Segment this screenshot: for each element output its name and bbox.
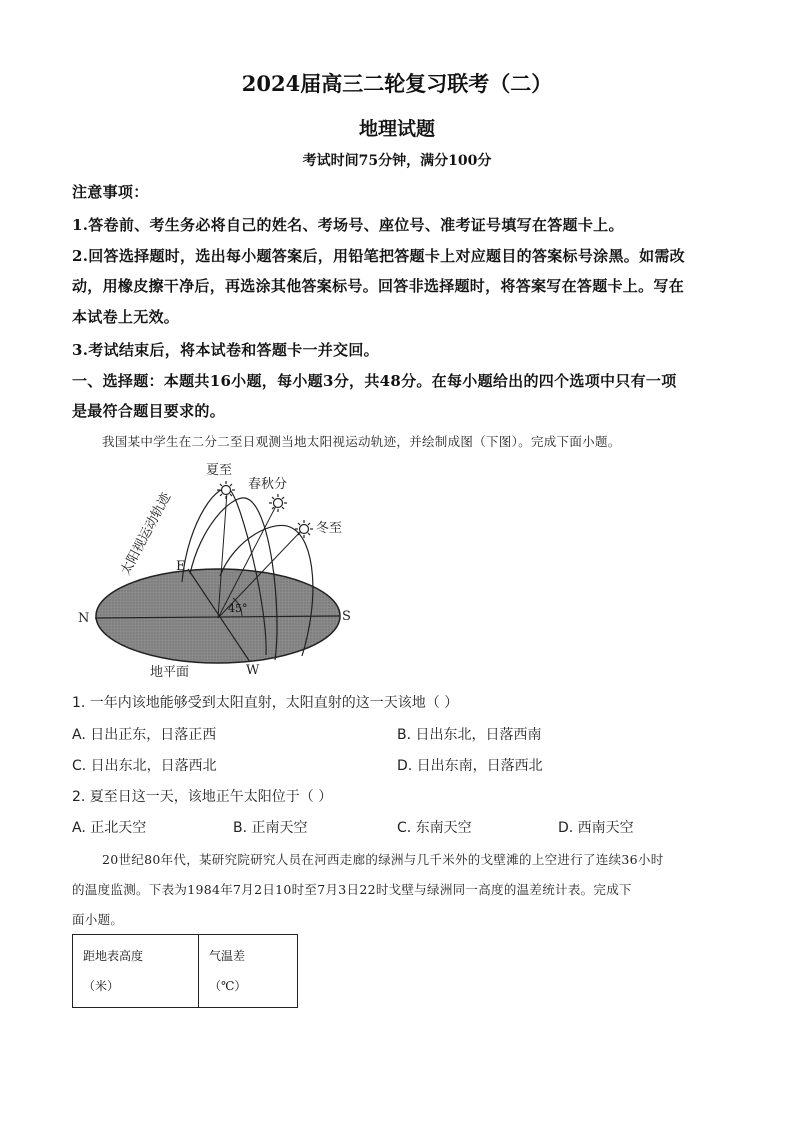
table-header-temp-diff xyxy=(199,935,298,1008)
label-equinox: 春秋分 xyxy=(248,477,288,492)
notice-item-2-line-3: 本试卷上无效。 xyxy=(72,308,180,326)
q2-option-a: A. 正北天空 xyxy=(72,820,147,836)
label-west: W xyxy=(246,663,260,678)
section-heading-line-1: 一、选择题：本题共16小题，每小题3分，共48分。在每小题给出的四个选项中只有一项 xyxy=(72,372,677,390)
question-2-stem: 2. 夏至日这一天，该地正午太阳位于（ ） xyxy=(72,789,333,805)
notice-heading: 注意事项： xyxy=(72,183,149,201)
section-heading-line-2: 是最符合题目要求的。 xyxy=(72,402,226,420)
q1-option-d: D. 日出东南，日落西北 xyxy=(397,758,543,774)
q1-option-a: A. 日出正东，日落正西 xyxy=(72,727,217,743)
notice-item-2-line-2: 动，用橡皮擦干净后，再选涂其他答案标号。回答非选择题时，将答案写在答题卡上。写在 xyxy=(72,277,685,295)
q2-option-d: D. 西南天空 xyxy=(558,820,634,836)
table-row xyxy=(73,935,298,1008)
label-winter: 冬至 xyxy=(316,521,343,536)
notice-item-3: 3.考试结束后，将本试卷和答题卡一并交回。 xyxy=(72,341,379,359)
label-summer: 夏至 xyxy=(206,463,233,478)
question-intro-2-line-2: 的温度监测。下表为1984年7月2日10时至7月3日22时戈壁与绿洲同一高度的温差统计表。完成下 xyxy=(72,882,632,897)
subject-title: 地理试题 xyxy=(358,118,435,140)
q2-option-b: B. 正南天空 xyxy=(233,820,308,836)
sun-icon-summer xyxy=(217,481,235,499)
notice-item-1: 1.答卷前、考生务必将自己的姓名、考场号、座位号、准考证号填写在答题卡上。 xyxy=(72,216,624,234)
q1-option-b: B. 日出东北，日落西南 xyxy=(397,727,542,743)
label-east: E xyxy=(176,559,186,574)
label-north: N xyxy=(78,611,90,626)
header-height-label: 距地表高度 xyxy=(83,949,144,963)
sun-icon-winter xyxy=(295,520,313,538)
question-intro-1: 我国某中学生在二分二至日观测当地太阳视运动轨迹，并绘制成图（下图）。完成下面小题。 xyxy=(102,434,621,449)
label-angle: 45° xyxy=(228,602,248,615)
time-info: 考试时间75分钟，满分100分 xyxy=(302,153,492,169)
sun-path-figure xyxy=(70,458,390,683)
notice-item-2-line-1: 2.回答选择题时，选出每小题答案后，用铅笔把答题卡上对应题目的答案标号涂黑。如需改 xyxy=(72,247,685,265)
label-horizon: 地平面 xyxy=(150,665,190,680)
header-temp-label: 气温差 xyxy=(209,949,246,963)
sun-icon-equinox xyxy=(269,494,287,512)
label-sun-path: 太阳视运动轨迹 xyxy=(118,490,175,578)
label-south: S xyxy=(342,609,351,624)
table-header-height xyxy=(73,935,199,1008)
question-intro-2-line-1: 20世纪80年代，某研究院研究人员在河西走廊的绿洲与几千米外的戈壁滩的上空进行了连续36小时 xyxy=(102,852,664,867)
question-1-stem: 1. 一年内该地能够受到太阳直射，太阳直射的这一天该地（ ） xyxy=(72,695,459,711)
exam-title: 2024届高三二轮复习联考（二） xyxy=(241,71,553,96)
header-height-unit: （米） xyxy=(83,979,120,993)
q2-option-c: C. 东南天空 xyxy=(397,820,472,836)
question-intro-2-line-3: 面小题。 xyxy=(72,912,124,927)
header-temp-unit: （℃） xyxy=(209,979,247,993)
q1-option-c: C. 日出东北，日落西北 xyxy=(72,758,217,774)
temperature-table xyxy=(72,934,298,1008)
